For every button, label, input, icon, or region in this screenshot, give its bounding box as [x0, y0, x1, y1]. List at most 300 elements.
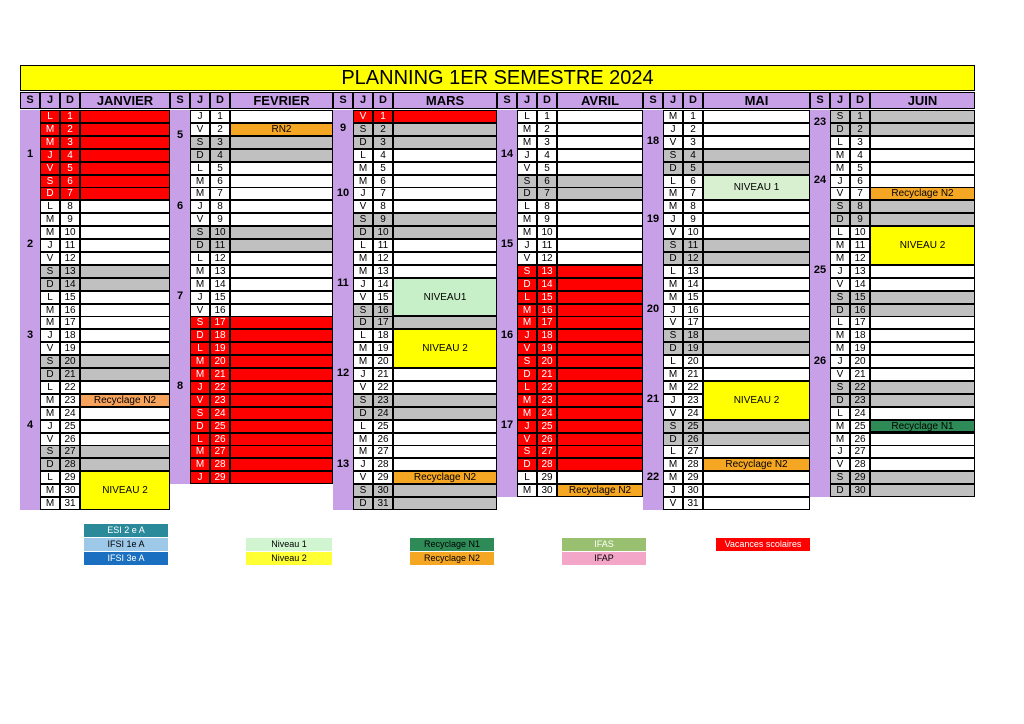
day-letter: M	[517, 226, 537, 239]
day-letter: J	[663, 304, 683, 317]
day-slot	[393, 200, 497, 213]
day-slot	[870, 175, 975, 188]
day-letter: D	[663, 342, 683, 355]
day-letter: J	[40, 329, 60, 342]
week-number: 2	[26, 238, 34, 251]
day-slot	[393, 162, 497, 175]
day-number: 25	[60, 420, 80, 433]
event-block: Recyclage N2	[870, 187, 975, 200]
day-number: 26	[683, 433, 703, 446]
day-letter: V	[353, 381, 373, 394]
day-letter: S	[517, 265, 537, 278]
day-slot	[393, 110, 497, 123]
day-letter: V	[830, 187, 850, 200]
week-number: 26	[813, 354, 827, 367]
day-letter: D	[353, 136, 373, 149]
day-letter: V	[663, 316, 683, 329]
day-number: 14	[850, 278, 870, 291]
day-slot	[870, 213, 975, 226]
day-slot	[230, 304, 333, 317]
day-letter: J	[830, 445, 850, 458]
day-number: 27	[683, 445, 703, 458]
day-number: 30	[537, 484, 557, 497]
day-slot	[870, 458, 975, 471]
day-letter: L	[40, 200, 60, 213]
day-number: 8	[537, 200, 557, 213]
day-letter: S	[353, 123, 373, 136]
day-number: 12	[683, 252, 703, 265]
day-number: 16	[210, 304, 230, 317]
day-letter: S	[40, 445, 60, 458]
day-number: 13	[683, 265, 703, 278]
day-number: 25	[373, 420, 393, 433]
day-number: 8	[850, 200, 870, 213]
day-letter: M	[517, 407, 537, 420]
day-slot	[393, 394, 497, 407]
day-number: 19	[683, 342, 703, 355]
header-j: J	[40, 92, 60, 109]
day-letter: V	[40, 433, 60, 446]
day-letter: L	[830, 136, 850, 149]
week-number: 10	[336, 186, 350, 199]
day-slot	[393, 484, 497, 497]
day-slot	[870, 355, 975, 368]
day-number: 8	[683, 200, 703, 213]
day-letter: L	[517, 110, 537, 123]
day-slot	[703, 368, 810, 381]
week-number: 22	[646, 470, 660, 483]
day-slot	[703, 484, 810, 497]
day-slot	[393, 316, 497, 329]
day-number: 23	[210, 394, 230, 407]
event-block: Recyclage N1	[870, 420, 975, 433]
day-slot	[230, 162, 333, 175]
day-number: 11	[373, 239, 393, 252]
day-slot	[557, 162, 643, 175]
day-slot	[230, 200, 333, 213]
header-j: J	[517, 92, 537, 109]
day-number: 25	[683, 420, 703, 433]
week-number: 25	[813, 264, 827, 277]
day-letter: V	[40, 342, 60, 355]
day-number: 26	[60, 433, 80, 446]
day-letter: M	[830, 433, 850, 446]
day-letter: M	[190, 355, 210, 368]
day-slot	[870, 123, 975, 136]
day-letter: V	[517, 252, 537, 265]
day-letter: D	[353, 407, 373, 420]
day-letter: V	[40, 252, 60, 265]
day-number: 9	[373, 213, 393, 226]
week-number: 20	[646, 302, 660, 315]
day-slot	[393, 381, 497, 394]
day-slot	[703, 136, 810, 149]
day-letter: L	[517, 200, 537, 213]
day-letter: J	[353, 368, 373, 381]
day-letter: S	[353, 484, 373, 497]
day-letter: D	[40, 278, 60, 291]
day-slot	[230, 368, 333, 381]
week-number: 21	[646, 393, 660, 406]
day-letter: V	[663, 497, 683, 510]
day-slot	[870, 291, 975, 304]
day-slot	[557, 458, 643, 471]
day-number: 24	[373, 407, 393, 420]
day-number: 28	[210, 458, 230, 471]
month-name: MARS	[393, 92, 497, 109]
day-number: 22	[850, 381, 870, 394]
month-name: FEVRIER	[230, 92, 333, 109]
week-number: 4	[26, 419, 34, 432]
day-number: 20	[537, 355, 557, 368]
week-number: 5	[176, 128, 184, 141]
day-letter: M	[353, 433, 373, 446]
day-number: 29	[60, 471, 80, 484]
day-slot	[80, 316, 170, 329]
day-slot	[557, 226, 643, 239]
day-letter: M	[517, 136, 537, 149]
day-letter: D	[830, 394, 850, 407]
day-number: 14	[683, 278, 703, 291]
day-number: 2	[850, 123, 870, 136]
header-s: S	[497, 92, 517, 109]
day-letter: M	[830, 342, 850, 355]
day-slot	[870, 316, 975, 329]
day-slot	[557, 291, 643, 304]
day-letter: L	[663, 445, 683, 458]
day-number: 11	[60, 239, 80, 252]
day-slot	[557, 149, 643, 162]
day-number: 6	[210, 175, 230, 188]
day-letter: J	[517, 329, 537, 342]
day-slot	[703, 420, 810, 433]
day-slot	[393, 368, 497, 381]
day-slot	[870, 342, 975, 355]
day-slot	[393, 213, 497, 226]
day-number: 19	[60, 342, 80, 355]
day-letter: V	[353, 291, 373, 304]
day-slot	[703, 433, 810, 446]
day-slot	[703, 226, 810, 239]
day-letter: J	[40, 420, 60, 433]
day-letter: D	[40, 187, 60, 200]
header-d: D	[210, 92, 230, 109]
day-number: 23	[683, 394, 703, 407]
day-number: 5	[850, 162, 870, 175]
day-slot	[870, 484, 975, 497]
day-number: 23	[373, 394, 393, 407]
legend-item: Niveau 1	[246, 538, 332, 551]
legend-item: IFSI 3e A	[84, 552, 168, 565]
day-number: 30	[683, 484, 703, 497]
day-letter: M	[517, 394, 537, 407]
day-number: 26	[373, 433, 393, 446]
day-slot	[557, 329, 643, 342]
day-number: 14	[537, 278, 557, 291]
week-number: 13	[336, 457, 350, 470]
day-slot	[230, 316, 333, 329]
day-number: 31	[373, 497, 393, 510]
day-letter: J	[517, 239, 537, 252]
day-letter: M	[663, 187, 683, 200]
day-number: 3	[60, 136, 80, 149]
day-letter: M	[663, 110, 683, 123]
day-number: 5	[683, 162, 703, 175]
day-slot	[557, 433, 643, 446]
day-letter: J	[190, 200, 210, 213]
day-number: 20	[683, 355, 703, 368]
day-number: 1	[60, 110, 80, 123]
day-letter: M	[40, 226, 60, 239]
day-number: 20	[850, 355, 870, 368]
day-slot	[703, 291, 810, 304]
day-number: 24	[537, 407, 557, 420]
day-number: 18	[373, 329, 393, 342]
day-slot	[230, 213, 333, 226]
event-block: Recyclage N2	[557, 484, 643, 497]
day-number: 9	[683, 213, 703, 226]
day-slot	[870, 149, 975, 162]
day-slot	[870, 278, 975, 291]
day-number: 20	[60, 355, 80, 368]
header-s: S	[333, 92, 353, 109]
day-letter: L	[830, 407, 850, 420]
day-number: 30	[850, 484, 870, 497]
day-slot	[230, 291, 333, 304]
day-number: 21	[683, 368, 703, 381]
day-slot	[80, 110, 170, 123]
day-letter: M	[353, 342, 373, 355]
day-letter: L	[353, 420, 373, 433]
day-slot	[230, 226, 333, 239]
day-number: 18	[60, 329, 80, 342]
day-letter: J	[40, 239, 60, 252]
day-slot	[230, 175, 333, 188]
day-slot	[557, 355, 643, 368]
event-block: Recyclage N2	[703, 458, 810, 471]
day-letter: S	[353, 394, 373, 407]
day-letter: L	[353, 329, 373, 342]
day-letter: S	[190, 136, 210, 149]
day-letter: M	[830, 239, 850, 252]
day-slot	[393, 497, 497, 510]
day-number: 29	[683, 471, 703, 484]
header-j: J	[353, 92, 373, 109]
day-number: 14	[210, 278, 230, 291]
day-slot	[80, 342, 170, 355]
day-letter: M	[190, 458, 210, 471]
day-number: 27	[210, 445, 230, 458]
day-letter: V	[40, 162, 60, 175]
day-slot	[80, 458, 170, 471]
day-number: 3	[373, 136, 393, 149]
day-letter: D	[517, 368, 537, 381]
day-slot	[80, 123, 170, 136]
day-number: 1	[537, 110, 557, 123]
day-number: 21	[60, 368, 80, 381]
day-number: 6	[683, 175, 703, 188]
day-number: 23	[60, 394, 80, 407]
day-number: 2	[210, 123, 230, 136]
day-letter: D	[517, 187, 537, 200]
day-number: 29	[210, 471, 230, 484]
day-slot	[393, 123, 497, 136]
day-slot	[703, 149, 810, 162]
day-number: 4	[850, 149, 870, 162]
day-number: 18	[537, 329, 557, 342]
day-letter: L	[353, 239, 373, 252]
day-number: 31	[60, 497, 80, 510]
day-letter: M	[353, 355, 373, 368]
day-slot	[230, 407, 333, 420]
day-slot	[703, 213, 810, 226]
day-slot	[230, 471, 333, 484]
day-slot	[80, 445, 170, 458]
day-number: 24	[60, 407, 80, 420]
day-number: 30	[60, 484, 80, 497]
day-slot	[703, 471, 810, 484]
day-number: 16	[373, 304, 393, 317]
day-slot	[703, 110, 810, 123]
day-number: 12	[373, 252, 393, 265]
day-letter: V	[517, 433, 537, 446]
day-number: 10	[373, 226, 393, 239]
day-slot	[393, 458, 497, 471]
day-letter: M	[40, 484, 60, 497]
day-letter: D	[663, 162, 683, 175]
day-slot	[870, 304, 975, 317]
day-letter: V	[353, 110, 373, 123]
day-slot	[703, 355, 810, 368]
day-letter: J	[40, 149, 60, 162]
day-letter: M	[353, 162, 373, 175]
day-slot	[80, 355, 170, 368]
day-slot	[703, 252, 810, 265]
week-column	[20, 110, 40, 510]
day-number: 9	[210, 213, 230, 226]
week-number: 12	[336, 367, 350, 380]
day-letter: V	[190, 394, 210, 407]
day-number: 24	[210, 407, 230, 420]
day-letter: M	[663, 381, 683, 394]
day-slot	[230, 329, 333, 342]
day-letter: M	[353, 445, 373, 458]
day-slot	[557, 200, 643, 213]
month-name: JANVIER	[80, 92, 170, 109]
day-number: 4	[537, 149, 557, 162]
day-number: 28	[537, 458, 557, 471]
day-letter: S	[190, 407, 210, 420]
day-number: 22	[60, 381, 80, 394]
day-slot	[230, 420, 333, 433]
day-number: 25	[537, 420, 557, 433]
day-letter: M	[190, 445, 210, 458]
day-letter: M	[830, 420, 850, 433]
day-number: 21	[210, 368, 230, 381]
day-letter: M	[663, 471, 683, 484]
day-number: 17	[850, 316, 870, 329]
day-slot	[703, 342, 810, 355]
day-letter: J	[663, 394, 683, 407]
day-slot	[557, 394, 643, 407]
day-number: 7	[850, 187, 870, 200]
day-number: 20	[373, 355, 393, 368]
day-number: 6	[537, 175, 557, 188]
day-letter: L	[517, 381, 537, 394]
day-number: 26	[210, 433, 230, 446]
day-number: 17	[210, 316, 230, 329]
day-slot	[557, 342, 643, 355]
day-slot	[80, 239, 170, 252]
day-letter: V	[190, 123, 210, 136]
day-number: 16	[60, 304, 80, 317]
day-slot	[870, 200, 975, 213]
day-slot	[703, 239, 810, 252]
day-slot	[557, 187, 643, 200]
day-slot	[393, 420, 497, 433]
day-number: 22	[373, 381, 393, 394]
day-letter: S	[517, 175, 537, 188]
header-j: J	[663, 92, 683, 109]
day-number: 4	[683, 149, 703, 162]
day-number: 3	[537, 136, 557, 149]
day-number: 7	[373, 187, 393, 200]
day-number: 23	[850, 394, 870, 407]
day-letter: L	[40, 110, 60, 123]
day-number: 7	[537, 187, 557, 200]
day-letter: S	[517, 355, 537, 368]
day-letter: L	[190, 252, 210, 265]
day-number: 27	[850, 445, 870, 458]
event-block: NIVEAU 1	[703, 175, 810, 201]
event-block: Recyclage N2	[80, 394, 170, 407]
day-slot	[870, 329, 975, 342]
header-s: S	[643, 92, 663, 109]
page-title: PLANNING 1ER SEMESTRE 2024	[20, 65, 975, 91]
day-number: 16	[683, 304, 703, 317]
day-slot	[557, 239, 643, 252]
day-letter: V	[517, 162, 537, 175]
week-number: 15	[500, 238, 514, 251]
day-slot	[557, 136, 643, 149]
day-slot	[557, 278, 643, 291]
day-letter: M	[517, 123, 537, 136]
day-slot	[557, 252, 643, 265]
day-letter: M	[517, 213, 537, 226]
day-number: 12	[850, 252, 870, 265]
day-letter: M	[663, 291, 683, 304]
day-number: 5	[60, 162, 80, 175]
week-number: 17	[500, 419, 514, 432]
day-slot	[230, 187, 333, 200]
day-letter: L	[663, 265, 683, 278]
day-number: 17	[537, 316, 557, 329]
day-slot	[230, 265, 333, 278]
day-number: 13	[537, 265, 557, 278]
day-number: 2	[683, 123, 703, 136]
day-slot	[393, 407, 497, 420]
day-number: 14	[373, 278, 393, 291]
day-letter: M	[517, 304, 537, 317]
month-name: JUIN	[870, 92, 975, 109]
day-slot	[230, 342, 333, 355]
day-slot	[870, 110, 975, 123]
day-letter: L	[190, 433, 210, 446]
day-number: 29	[850, 471, 870, 484]
day-letter: L	[353, 149, 373, 162]
day-slot	[80, 368, 170, 381]
day-letter: M	[190, 265, 210, 278]
